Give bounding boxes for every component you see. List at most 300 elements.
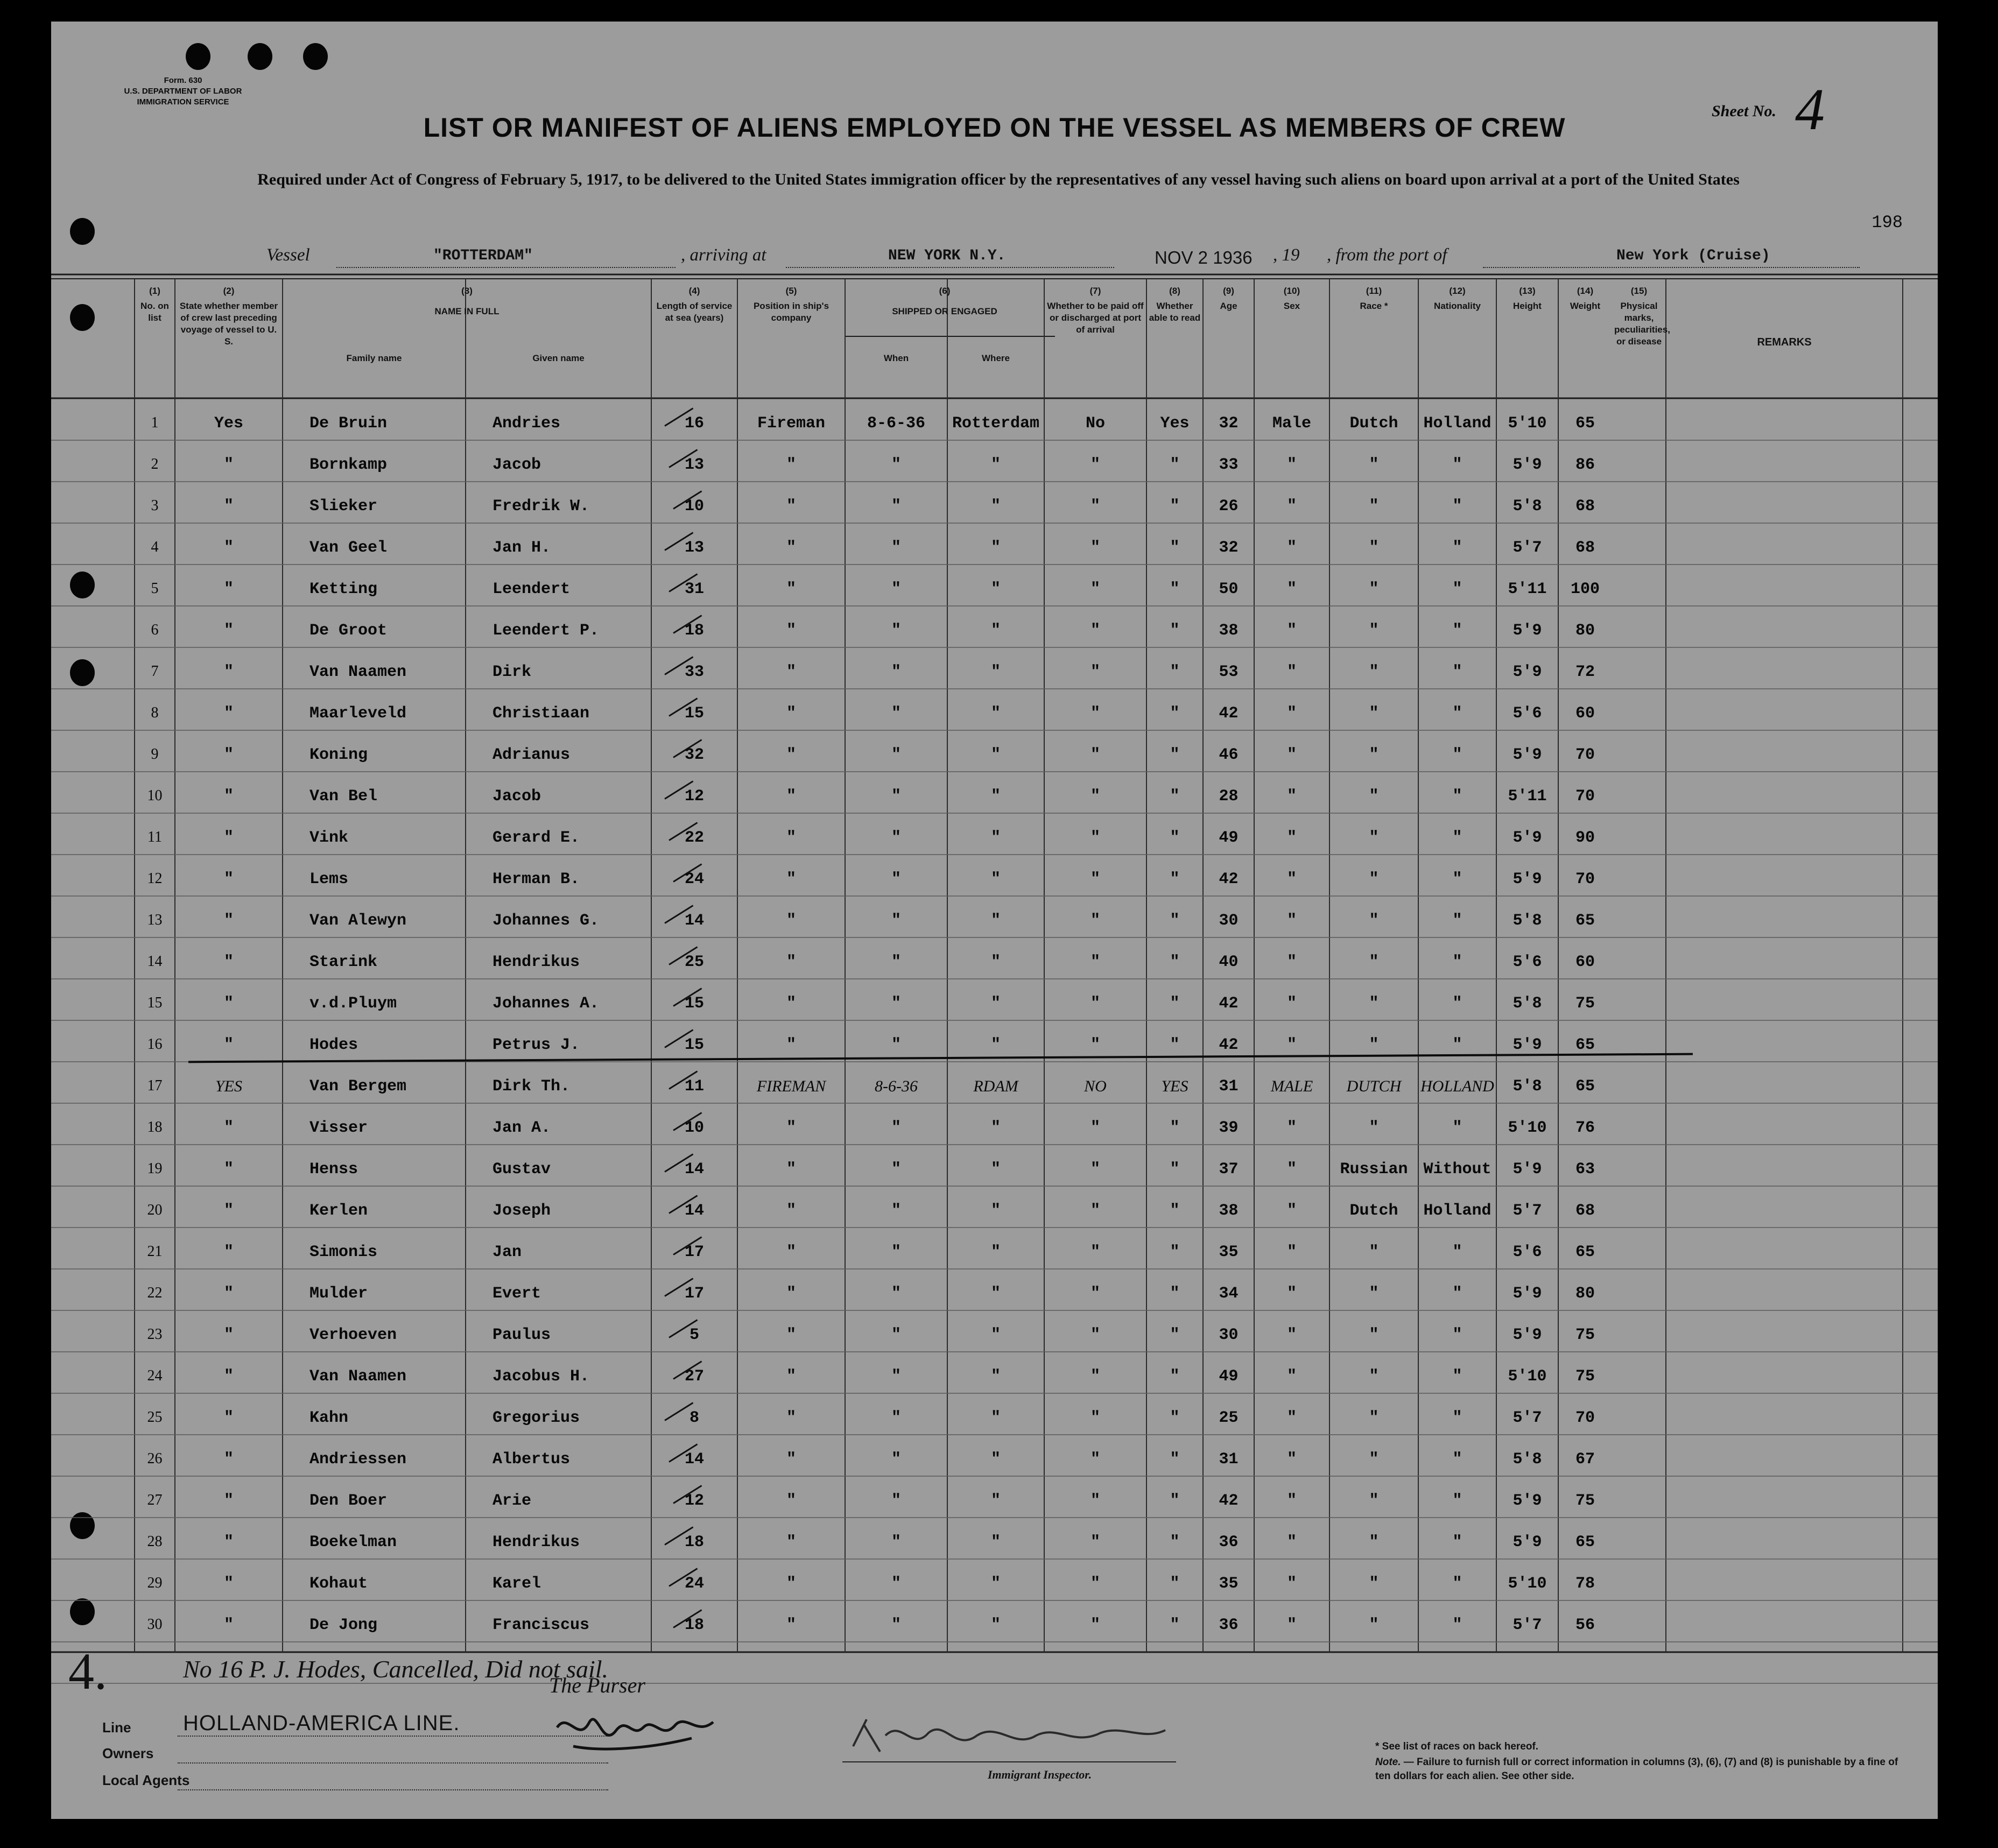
family-name: Van Naamen (309, 1367, 407, 1386)
service-years: 5 (689, 1326, 699, 1344)
paid-off: " (1090, 912, 1100, 930)
previous-voyage: " (223, 1616, 234, 1634)
shipped-where: " (990, 1160, 1001, 1179)
weight: 75 (1575, 1326, 1595, 1344)
weight: 56 (1575, 1616, 1595, 1634)
position: " (786, 704, 796, 723)
race: " (1369, 1119, 1379, 1137)
family-name: Van Naamen (309, 663, 407, 681)
nationality: " (1452, 704, 1462, 723)
shipped-when: " (891, 1326, 901, 1344)
weight: 68 (1575, 1202, 1595, 1220)
service-years: 10 (684, 497, 704, 516)
paid-off: " (1090, 1616, 1100, 1634)
race: " (1369, 746, 1379, 764)
form-service: IMMIGRATION SERVICE (137, 97, 229, 107)
sex: " (1286, 1036, 1297, 1054)
race: " (1369, 1533, 1379, 1551)
weight: 80 (1575, 622, 1595, 640)
given-name: Herman B. (493, 870, 580, 888)
race: " (1369, 1492, 1379, 1510)
family-name: Kerlen (309, 1202, 368, 1220)
height: 5'7 (1512, 1616, 1542, 1634)
weight: 70 (1575, 1409, 1595, 1427)
paid-off: " (1090, 1285, 1100, 1303)
previous-voyage: " (223, 1450, 234, 1469)
shipped-where: " (990, 1036, 1001, 1054)
age: 37 (1219, 1160, 1239, 1179)
column-sublabel: Where (982, 353, 1010, 363)
position: " (786, 746, 796, 764)
able-to-read: " (1170, 1285, 1180, 1303)
height: 5'9 (1512, 1492, 1542, 1510)
able-to-read: " (1170, 787, 1180, 806)
sex: " (1286, 1533, 1297, 1551)
given-name: Joseph (493, 1202, 551, 1220)
note-label: Note. (1375, 1757, 1401, 1768)
shipped-where: " (990, 580, 1001, 598)
weight: 76 (1575, 1119, 1595, 1137)
sex: " (1286, 1492, 1297, 1510)
shipped-when: " (891, 953, 901, 971)
service-years: 11 (684, 1077, 704, 1096)
column-sublabel: When (883, 353, 909, 363)
previous-voyage: " (223, 580, 234, 598)
age: 49 (1219, 829, 1239, 847)
able-to-read: " (1170, 1409, 1180, 1427)
family-name: v.d.Pluym (309, 994, 397, 1013)
weight: 90 (1575, 829, 1595, 847)
note-text: — Failure to furnish full or correct information in columns (3), (6), (7) and (8) is punishable by a fine of ten dollars for each alien. See other side. (1375, 1757, 1898, 1782)
able-to-read: " (1170, 829, 1180, 847)
given-name: Jacob (493, 787, 541, 806)
weight: 86 (1575, 456, 1595, 474)
height: 5'10 (1508, 1575, 1547, 1593)
arrival-date-stamp: NOV 2 1936 (1155, 248, 1253, 267)
shipped-where: " (990, 456, 1001, 474)
row-number: 9 (151, 746, 159, 763)
race: " (1369, 580, 1379, 598)
position: " (786, 1367, 796, 1386)
line-label: Line (102, 1719, 131, 1736)
family-name: Slieker (309, 497, 378, 516)
row-number: 13 (147, 912, 163, 928)
family-name: Bornkamp (309, 456, 388, 474)
able-to-read: " (1170, 1326, 1180, 1344)
height: 5'7 (1512, 1202, 1542, 1220)
shipped-when: " (891, 1492, 901, 1510)
column-number: (15) (1630, 286, 1648, 296)
previous-voyage: " (223, 787, 234, 806)
column-number: (6) (939, 286, 951, 296)
previous-voyage: " (223, 1326, 234, 1344)
page-title: LIST OR MANIFEST OF ALIENS EMPLOYED ON THE VESSEL AS MEMBERS OF CREW (423, 112, 1566, 143)
shipped-where: " (990, 829, 1001, 847)
purser-signature (552, 1701, 729, 1760)
family-name: Mulder (309, 1285, 368, 1303)
column-number: (4) (688, 286, 700, 296)
able-to-read: " (1170, 580, 1180, 598)
paid-off: " (1090, 994, 1100, 1013)
able-to-read: " (1170, 746, 1180, 764)
column-number: (3) (461, 286, 473, 296)
age: 50 (1219, 580, 1239, 598)
position: " (786, 580, 796, 598)
able-to-read: Yes (1160, 414, 1190, 433)
row-number: 8 (151, 704, 159, 721)
shipped-when: " (891, 1575, 901, 1593)
previous-voyage: " (223, 1202, 234, 1220)
sex: " (1286, 953, 1297, 971)
able-to-read: " (1170, 1533, 1180, 1551)
weight: 65 (1575, 1077, 1595, 1096)
service-years: 13 (684, 539, 704, 557)
position: FIREMAN (756, 1077, 826, 1095)
shipped-when: 8-6-36 (867, 414, 926, 433)
sex: " (1286, 704, 1297, 723)
shipped-where: " (990, 539, 1001, 557)
height: 5'7 (1512, 539, 1542, 557)
column-sublabel: Given name (532, 353, 585, 363)
age: 53 (1219, 663, 1239, 681)
weight: 80 (1575, 1285, 1595, 1303)
row-number: 14 (147, 953, 163, 970)
inspector-label: Immigrant Inspector. (988, 1768, 1092, 1781)
height: 5'10 (1508, 414, 1547, 433)
position: " (786, 1326, 796, 1344)
page-stamp: 198 (1872, 213, 1903, 232)
previous-voyage: " (223, 994, 234, 1013)
service-years: 18 (684, 1533, 704, 1551)
row-number: 4 (151, 539, 159, 555)
vessel-label: Vessel (266, 245, 310, 265)
nationality: Without (1423, 1160, 1492, 1179)
sex: MALE (1270, 1077, 1313, 1095)
shipped-where: " (990, 953, 1001, 971)
race: " (1369, 953, 1379, 971)
nationality: " (1452, 1326, 1462, 1344)
sex: " (1286, 1326, 1297, 1344)
sex: " (1286, 1616, 1297, 1634)
paid-off: " (1090, 497, 1100, 516)
column-label: Length of service at sea (years) (656, 301, 733, 323)
form-department: U.S. DEPARTMENT OF LABOR (124, 87, 242, 96)
height: 5'8 (1512, 1077, 1542, 1096)
column-label: REMARKS (1757, 336, 1812, 348)
service-years: 18 (684, 1616, 704, 1634)
service-years: 8 (689, 1409, 699, 1427)
shipped-when: " (891, 1285, 901, 1303)
nationality: " (1452, 663, 1462, 681)
able-to-read: " (1170, 456, 1180, 474)
age: 31 (1219, 1077, 1239, 1096)
position: " (786, 1533, 796, 1551)
age: 46 (1219, 746, 1239, 764)
row-number: 17 (147, 1077, 163, 1094)
line-value: HOLLAND-AMERICA LINE. (183, 1711, 460, 1735)
shipped-where: RDAM (973, 1077, 1018, 1095)
previous-voyage: " (223, 1243, 234, 1261)
previous-voyage: " (223, 539, 234, 557)
nationality: " (1452, 1367, 1462, 1386)
family-name: Verhoeven (309, 1326, 397, 1344)
paid-off: NO (1084, 1077, 1107, 1095)
shipped-when: " (891, 912, 901, 930)
age: 39 (1219, 1119, 1239, 1137)
height: 5'6 (1512, 953, 1542, 971)
age: 42 (1219, 994, 1239, 1013)
column-label: Physical marks, peculiarities, or disease (1614, 301, 1670, 347)
position: " (786, 1036, 796, 1054)
inspector-signature (842, 1714, 1176, 1762)
race: " (1369, 663, 1379, 681)
sex: " (1286, 787, 1297, 806)
race: " (1369, 1409, 1379, 1427)
nationality: " (1452, 1575, 1462, 1593)
previous-voyage: " (223, 1367, 234, 1386)
shipped-where: " (990, 1575, 1001, 1593)
service-years: 27 (684, 1367, 704, 1386)
service-years: 12 (684, 1492, 704, 1510)
sex: " (1286, 1285, 1297, 1303)
sheet-number: 4 (1795, 76, 1825, 142)
shipped-when: " (891, 663, 901, 681)
height: 5'6 (1512, 1243, 1542, 1261)
height: 5'9 (1512, 746, 1542, 764)
paid-off: " (1090, 1450, 1100, 1469)
handwritten-note: No 16 P. J. Hodes, Cancelled, Did not sail. (183, 1655, 609, 1683)
given-name: Arie (493, 1492, 532, 1510)
age: 38 (1219, 622, 1239, 640)
row-number: 7 (151, 663, 159, 680)
position: " (786, 1119, 796, 1137)
position: " (786, 497, 796, 516)
height: 5'6 (1512, 704, 1542, 723)
nationality: " (1452, 539, 1462, 557)
able-to-read: " (1170, 870, 1180, 888)
paid-off: " (1090, 539, 1100, 557)
owners-label: Owners (102, 1745, 154, 1761)
nationality: " (1452, 1492, 1462, 1510)
position: " (786, 622, 796, 640)
family-name: De Groot (309, 622, 388, 640)
race: " (1369, 994, 1379, 1013)
weight: 65 (1575, 414, 1595, 433)
nationality: " (1452, 912, 1462, 930)
nationality: " (1452, 994, 1462, 1013)
nationality: " (1452, 497, 1462, 516)
arrival-port: NEW YORK N.Y. (888, 248, 1006, 264)
column-number: (12) (1449, 286, 1466, 296)
shipped-when: " (891, 1450, 901, 1469)
weight: 65 (1575, 1036, 1595, 1054)
family-name: Ketting (309, 580, 378, 598)
service-years: 12 (684, 787, 704, 806)
row-number: 27 (147, 1492, 163, 1508)
race: Dutch (1349, 1202, 1398, 1220)
able-to-read: " (1170, 622, 1180, 640)
family-name: Van Bel (309, 787, 378, 806)
weight: 70 (1575, 787, 1595, 806)
shipped-when: " (891, 829, 901, 847)
given-name: Christiaan (493, 704, 590, 723)
column-number: (8) (1169, 286, 1180, 296)
sex: " (1286, 1409, 1297, 1427)
given-name: Dirk Th. (493, 1077, 571, 1096)
service-years: 14 (684, 1160, 704, 1179)
nationality: " (1452, 1119, 1462, 1137)
age: 38 (1219, 1202, 1239, 1220)
shipped-where: " (990, 1367, 1001, 1386)
shipped-where: " (990, 1285, 1001, 1303)
shipped-when: " (891, 870, 901, 888)
shipped-when: " (891, 1160, 901, 1179)
service-years: 15 (684, 1036, 704, 1054)
height: 5'9 (1512, 870, 1542, 888)
shipped-when: " (891, 1616, 901, 1634)
sex: " (1286, 746, 1297, 764)
height: 5'10 (1508, 1367, 1547, 1386)
given-name: Leendert P. (493, 622, 600, 640)
sex: " (1286, 1119, 1297, 1137)
weight: 68 (1575, 539, 1595, 557)
race: " (1369, 1285, 1379, 1303)
weight: 67 (1575, 1450, 1595, 1469)
shipped-when: 8-6-36 (875, 1077, 918, 1095)
row-number: 11 (147, 829, 162, 845)
race: " (1369, 1575, 1379, 1593)
race: " (1369, 456, 1379, 474)
previous-voyage: " (223, 912, 234, 930)
column-number: (2) (223, 286, 235, 296)
previous-voyage: " (223, 1533, 234, 1551)
position: " (786, 787, 796, 806)
service-years: 22 (684, 829, 704, 847)
given-name: Leendert (493, 580, 571, 598)
races-note: * See list of races on back hereof. (1375, 1741, 1539, 1752)
service-years: 17 (684, 1285, 704, 1303)
race: " (1369, 1616, 1379, 1634)
race: " (1369, 497, 1379, 516)
given-name: Evert (493, 1285, 541, 1303)
weight: 75 (1575, 1492, 1595, 1510)
shipped-where: " (990, 1202, 1001, 1220)
paid-off: " (1090, 1367, 1100, 1386)
shipped-when: " (891, 622, 901, 640)
column-number: (11) (1366, 286, 1382, 296)
shipped-where: " (990, 787, 1001, 806)
age: 33 (1219, 456, 1239, 474)
able-to-read: " (1170, 1119, 1180, 1137)
family-name: Koning (309, 746, 368, 764)
position: " (786, 1450, 796, 1469)
nationality: " (1452, 787, 1462, 806)
given-name: Franciscus (493, 1616, 590, 1634)
column-label: Sex (1283, 301, 1300, 311)
weight: 63 (1575, 1160, 1595, 1179)
height: 5'8 (1512, 1450, 1542, 1469)
given-name: Fredrik W. (493, 497, 590, 516)
column-number: (13) (1519, 286, 1536, 296)
position: " (786, 1160, 796, 1179)
race: " (1369, 622, 1379, 640)
nationality: " (1452, 870, 1462, 888)
weight: 65 (1575, 1533, 1595, 1551)
race: " (1369, 787, 1379, 806)
given-name: Petrus J. (493, 1036, 580, 1054)
weight: 78 (1575, 1575, 1595, 1593)
family-name: Van Alewyn (309, 912, 407, 930)
position: " (786, 994, 796, 1013)
given-name: Jan A. (493, 1119, 551, 1137)
shipped-where: " (990, 663, 1001, 681)
row-number: 21 (147, 1243, 163, 1260)
column-label: SHIPPED OR ENGAGED (892, 306, 997, 316)
given-name: Adrianus (493, 746, 571, 764)
race: " (1369, 1326, 1379, 1344)
given-name: Gustav (493, 1160, 551, 1179)
sex: " (1286, 497, 1297, 516)
paid-off: " (1090, 953, 1100, 971)
service-years: 10 (684, 1119, 704, 1137)
row-number: 30 (147, 1616, 163, 1633)
race: DUTCH (1346, 1077, 1402, 1095)
nationality: " (1452, 580, 1462, 598)
column-label: NAME IN FULL (434, 306, 500, 316)
paid-off: " (1090, 1326, 1100, 1344)
service-years: 13 (684, 456, 704, 474)
position: " (786, 1492, 796, 1510)
row-number: 18 (147, 1119, 163, 1135)
shipped-where: " (990, 1326, 1001, 1344)
nationality: " (1452, 622, 1462, 640)
shipped-where: " (990, 1119, 1001, 1137)
able-to-read: " (1170, 539, 1180, 557)
previous-voyage: " (223, 1492, 234, 1510)
paid-off: " (1090, 1243, 1100, 1261)
weight: 65 (1575, 1243, 1595, 1261)
service-years: 15 (684, 704, 704, 723)
shipped-when: " (891, 1243, 901, 1261)
row-number: 16 (147, 1036, 163, 1053)
weight: 75 (1575, 994, 1595, 1013)
column-number: (5) (785, 286, 797, 296)
service-years: 18 (684, 622, 704, 640)
nationality: " (1452, 1616, 1462, 1634)
age: 40 (1219, 953, 1239, 971)
nationality: " (1452, 829, 1462, 847)
nationality: " (1452, 1285, 1462, 1303)
nationality: " (1452, 1036, 1462, 1054)
column-label: Whether to be paid off or discharged at port of arrival (1047, 301, 1144, 335)
race: " (1369, 1036, 1379, 1054)
row-number: 2 (151, 456, 159, 472)
position: " (786, 1243, 796, 1261)
shipped-where: " (990, 1533, 1001, 1551)
age: 35 (1219, 1575, 1239, 1593)
able-to-read: " (1170, 953, 1180, 971)
paid-off: " (1090, 1036, 1100, 1054)
paid-off: " (1090, 787, 1100, 806)
shipped-where: " (990, 704, 1001, 723)
paid-off: " (1090, 663, 1100, 681)
row-number: 23 (147, 1326, 163, 1343)
height: 5'7 (1512, 1409, 1542, 1427)
shipped-when: " (891, 994, 901, 1013)
shipped-when: " (891, 704, 901, 723)
height: 5'8 (1512, 912, 1542, 930)
note-block (1375, 1755, 1913, 1783)
